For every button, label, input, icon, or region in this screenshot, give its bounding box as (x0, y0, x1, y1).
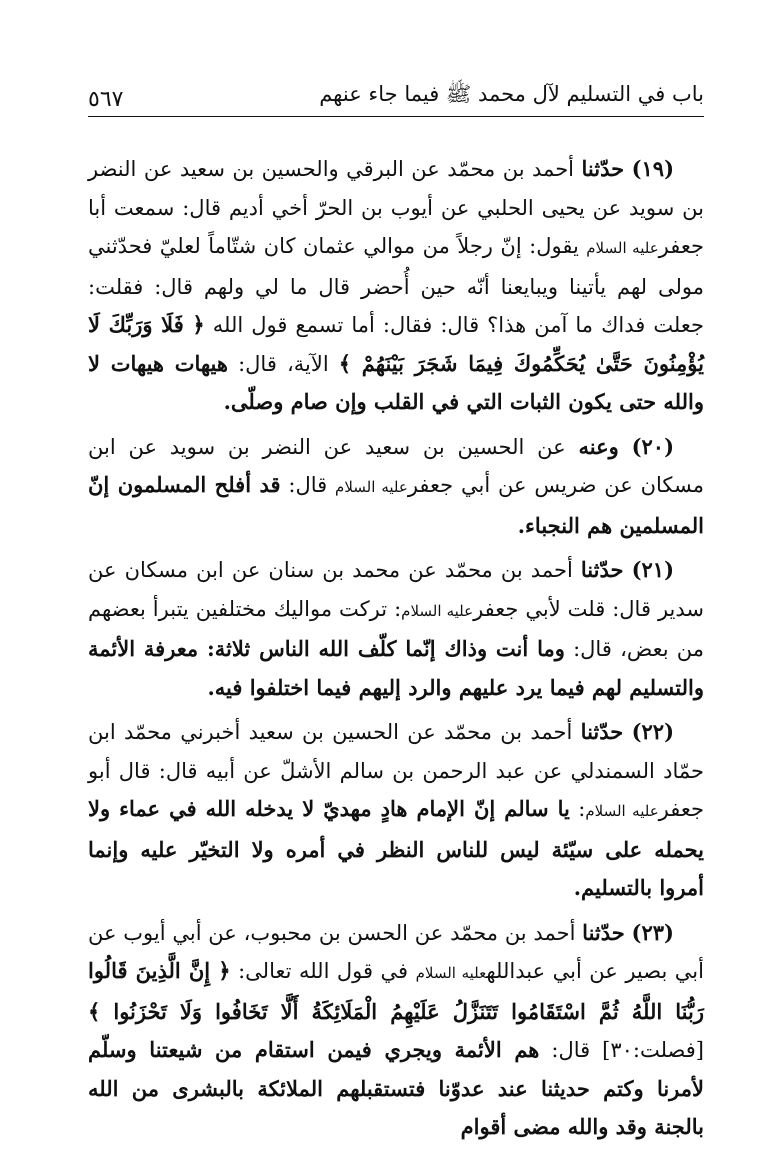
page-number: ٥٦٧ (88, 87, 124, 112)
hadith-19 (88, 150, 704, 422)
page-body (88, 150, 704, 1153)
honorific-glyph: عليه السلام (415, 964, 487, 982)
hadith-lead: حدّثنا (582, 919, 625, 945)
hadith-23 (88, 914, 704, 1147)
hadith-number: (٢١) (631, 557, 674, 582)
hadith-number: (٢٠) (631, 433, 674, 459)
hadith-20 (88, 428, 704, 546)
quran-verse: ﴿ إِنَّ الَّذِينَ قَالُوا رَبُّنَا اللَّهُ ثُمَّ اسْتَقَامُوا تَتَنَزَّلُ عَلَيْهِمُ الْمَلَائِكَةُ أَلَّا تَخَافُوا وَلَا تَحْزَنُوا ﴾ (88, 958, 704, 1024)
hadith-saying: يا سالم إنّ الإمام هادٍ مهديّ لا يدخله الله في عماء ولا يحمله على سيّئة ليس للناس النظر في أمره ولا التخيّر عليه وإنما أمروا بالتسليم. (88, 796, 704, 900)
hadith-text: أحمد بن محمّد عن الحسن بن محبوب، عن أبي أيوب عن أبي بصير عن أبي عبدالله (88, 920, 704, 983)
hadith-lead: حدّثنا (580, 719, 624, 744)
hadith-lead: حدّثنا (580, 557, 624, 582)
hadith-21 (88, 551, 704, 707)
hadith-text: الآية، قال: (227, 351, 339, 376)
chapter-title: باب في التسليم لآل محمد ﷺ فيما جاء عنهم (319, 82, 704, 106)
hadith-number: (٢٣) (631, 919, 674, 945)
hadith-saying: هيهات هيهات لا والله حتى يكون الثبات التي في القلب وإن صام وصلّى. (88, 350, 704, 414)
hadith-number: (١٩) (631, 156, 674, 181)
honorific-glyph: عليه السلام (585, 802, 659, 820)
honorific-glyph: عليه السلام (586, 239, 659, 257)
hadith-text: عن الحسين بن سعيد عن النضر بن سويد عن ابن مسكان عن ضريس عن أبي جعفر (88, 434, 704, 497)
hadith-lead: حدّثنا (581, 156, 625, 181)
page-header (88, 72, 704, 112)
hadith-text: أحمد بن محمّد عن البرقي والحسين بن سعيد عن النضر بن سويد عن يحيى الحلبي عن أيوب بن الحرّ أخي أديم قال: سمعت أبا جعفر (88, 157, 704, 258)
hadith-text: أحمد بن محمّد عن محمد بن سنان عن ابن مسكان عن سدير قال: قلت لأبي جعفر (88, 558, 705, 621)
hadith-text: يقول: إنّ رجلاً من موالي عثمان كان شتّاماً لعليّ فحدّثني مولى لهم يأتينا ويبايعنا أنّه حين أُحضر قال ما لي ولهم قال: فقلت: جعلت فداك ما آمن هذا؟ قال: فقال: أما تسمع قول الله (88, 234, 704, 337)
honorific-glyph: عليه السلام (335, 478, 408, 496)
hadith-text: : تركت مواليك مختلفين يتبرأ بعضهم من بعض، قال: (88, 596, 704, 661)
hadith-lead: وعنه (578, 433, 619, 459)
hadith-number: (٢٢) (631, 719, 674, 744)
hadith-saying: قد أفلح المسلمون إنّ المسلمين هم النجباء. (88, 472, 704, 538)
hadith-text: : (569, 797, 586, 821)
quran-verse: ﴿ فَلَا وَرَبِّكَ لَا يُؤْمِنُونَ حَتَّىٰ يُحَكِّمُوكَ فِيمَا شَجَرَ بَيْنَهُمْ ﴾ (88, 312, 704, 376)
hadith-text: في قول الله تعالى: (230, 959, 416, 983)
hadith-saying: هم الأئمة ويجري فيمن استقام من شيعتنا وسلّم لأمرنا وكتم حديثنا عند عدوّنا فتستقبلهم الملائكة بالبشرى من الله بالجنة وقد والله مضى أقوام (88, 1037, 704, 1139)
hadith-saying: وما أنت وذاك إنّما كلّف الله الناس ثلاثة: معرفة الأئمة والتسليم لهم فيما يرد عليهم والرد إليهم فيما اختلفوا فيه. (88, 636, 704, 700)
honorific-glyph: عليه السلام (401, 601, 474, 620)
hadith-text: قال: (280, 473, 336, 497)
hadith-text: [فصلت:٣٠] قال: (539, 1038, 704, 1062)
hadith-22 (88, 713, 704, 908)
header-rule (88, 116, 704, 117)
hadith-text: أحمد بن محمّد عن الحسين بن سعيد أخبرني محمّد ابن حمّاد السمندلي عن عبد الرحمن بن سالم الأشلّ عن أبيه قال: قال أبو جعفر (88, 720, 704, 821)
